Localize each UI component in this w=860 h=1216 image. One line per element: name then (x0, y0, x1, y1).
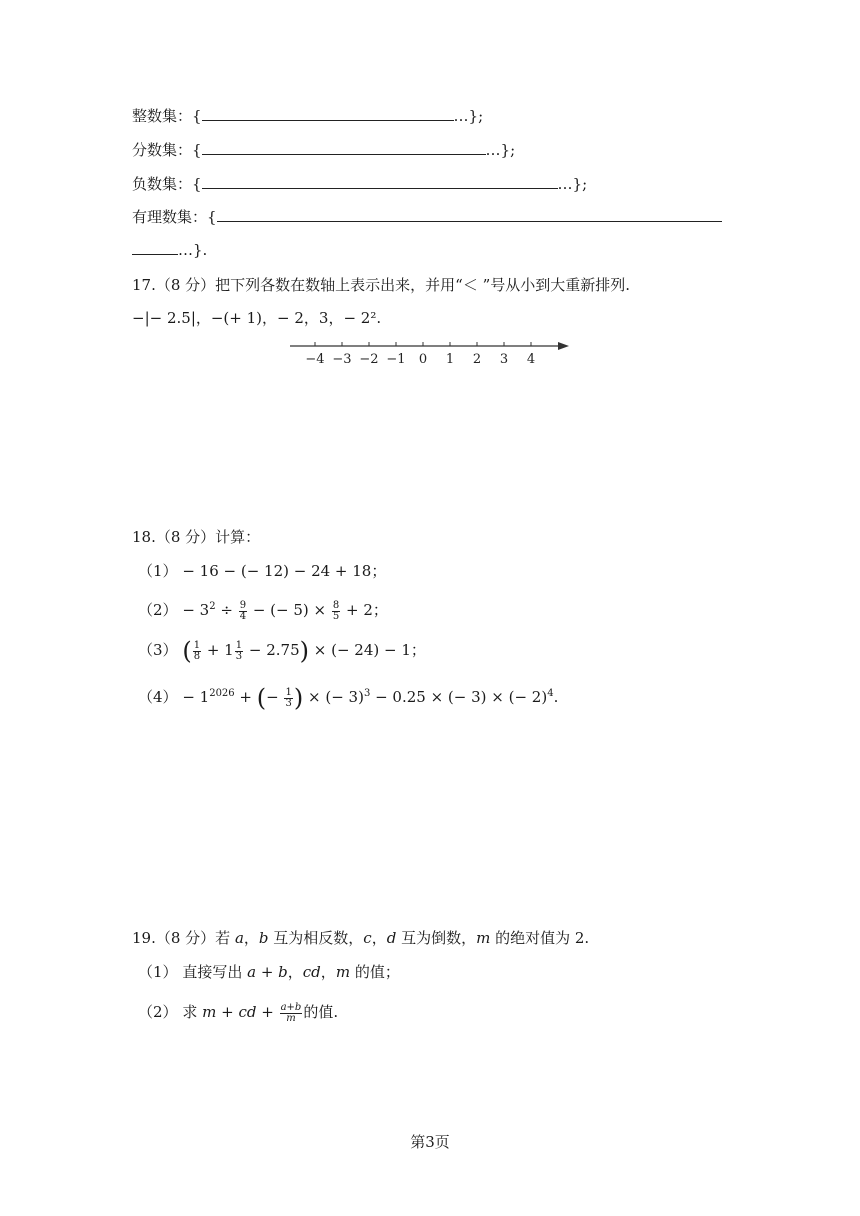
set-rationals-line (132, 207, 722, 227)
set-fractions-blank[interactable] (202, 140, 486, 155)
number-line-tick-label: −4 (305, 352, 325, 367)
number-line-tick-label: 3 (499, 352, 509, 367)
set-integers-line (132, 106, 483, 126)
number-line-tick-label: 4 (526, 352, 536, 367)
number-line (288, 336, 578, 368)
number-line-tick-label: 1 (445, 352, 455, 367)
set-integers-ending: …}; (453, 107, 484, 125)
number-line-tick-label: −2 (359, 352, 379, 367)
set-integers-label: 整数集：{ (132, 107, 202, 125)
q18-item-4: $(4) - 1^{2026}$ + (− $\frac{1}{3}$ ) × (− 3)$^3$ − 0.25 × (− 3) × (− 2)$^4$. (138, 684, 559, 712)
set-fractions-label: 分数集：{ (132, 141, 202, 159)
set-negatives-line (132, 174, 587, 194)
q18-item-1: （1） − 16 − (− 12) − 24 + 18； (138, 562, 387, 580)
q19-prompt: 19.（8 分）若 a，b 互为相反数，c，d 互为倒数，m 的绝对值为 2. (132, 929, 590, 947)
set-fractions-line (132, 140, 515, 160)
set-fractions-ending: …}; (485, 141, 516, 159)
q19-item-2: （2） 求 m + cd + $\frac{a+b}{m}$ 的值. (138, 1001, 339, 1024)
q18-item-3: （3） ( $\frac{1}{8}$ + 1 $\frac{1}{3}$ − 2.75) × (− 24) − 1； (138, 637, 426, 665)
number-line-tick-label: 2 (472, 352, 482, 367)
set-negatives-blank[interactable] (202, 174, 558, 189)
number-line-arrow-icon (558, 342, 569, 350)
q19-item-1: （1） 直接写出 a + b，cd，m 的值； (138, 963, 400, 981)
set-negatives-label: 负数集：{ (132, 175, 202, 193)
number-line-tick-label: −3 (332, 352, 352, 367)
set-integers-blank[interactable] (202, 106, 454, 121)
number-line-tick-label: −1 (386, 352, 406, 367)
set-rationals-blank-2[interactable] (132, 240, 178, 255)
set-rationals-ending: …}. (178, 241, 208, 259)
set-rationals-line-2 (132, 240, 207, 260)
q17-prompt: 17.（8 分）把下列各数在数轴上表示出来，并用“＜ ”号从小到大重新排列. (132, 276, 631, 294)
set-rationals-label: 有理数集：{ (132, 208, 217, 226)
page-number: 第3页 (410, 1133, 450, 1151)
number-line-tick-label: 0 (418, 352, 428, 367)
set-negatives-ending: …}; (557, 175, 588, 193)
q18-prompt: 18.（8 分）计算： (132, 528, 261, 546)
q18-item-2: $(2) - 3^2$ ÷ $\frac{9}{4}$ − (− 5) × $\frac{8}{5}$ + 2； (138, 599, 388, 622)
set-rationals-blank[interactable] (217, 207, 722, 222)
q17-numbers: −|− 2.5|，−(+ 1)，− 2，3，− 2². (132, 309, 382, 327)
